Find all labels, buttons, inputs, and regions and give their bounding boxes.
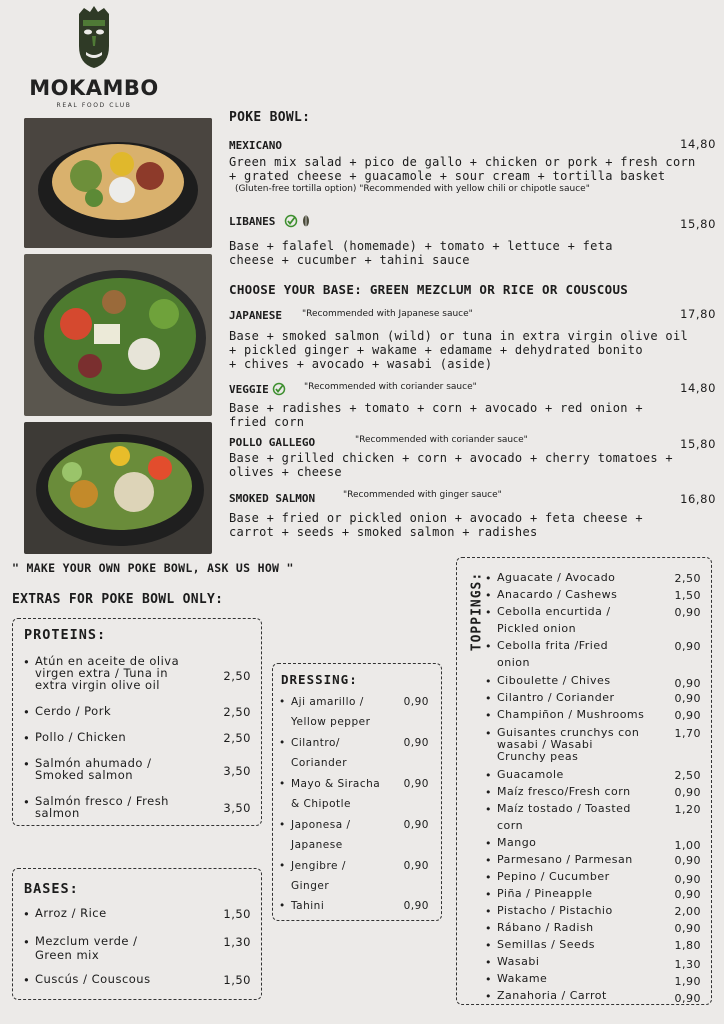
mexicano-note: (Gluten-free tortilla option) "Recommended with yellow chili or chipotle sauce" <box>235 184 590 194</box>
mexicano-photo <box>24 118 212 248</box>
libanes-price: 15,80 <box>680 217 716 231</box>
mexicano-price: 14,80 <box>680 137 716 151</box>
japanese-desc-1: Base + smoked salmon (wild) or tuna in extra virgin olive oil <box>229 329 689 343</box>
veggie-rec: "Recommended with coriander sauce" <box>304 382 477 392</box>
salmon-name: SMOKED SALMON <box>229 492 316 505</box>
libanes-photo <box>24 254 212 416</box>
brand-tagline: REAL FOOD CLUB <box>56 102 132 109</box>
toppings-box: TOPPINGS: • Aguacate / Avocado 2,50 • Anacardo / Cashews 1,50 • Cebolla encurtida / Pickled onion 0,90 • Cebolla frita /Fried onion 0,90 • Ciboulette / Chives 0,90 • Cilantro / Coriander 0,90 • Champiñon / Mushrooms 0,90 • Guisantes crunchys con wasabi / Wasabi Crunchy peas 1,70 • Guacamole 2,50 • Maíz fresco/Fresh corn 0,90 • Maíz tostado / Toasted corn 1,20 • Mango 1,00 • Parmesano / Parmesan 0,90 • Pepino / Cucumber 0,90 • Piña / Pineapple 0,90 • Pistacho / Pistachio 2,00 • Rábano / Radish 0,90 • Semillas / Seeds 1,80 • Wasabi 1,30 • Wakame 1,90 • Zanahoria / Carrot 0,90 <box>456 557 712 1005</box>
salmon-rec: "Recommended with ginger sauce" <box>343 490 502 500</box>
salmon-desc-2: carrot + seeds + smoked salmon + radishes <box>229 525 538 539</box>
japanese-name: JAPANESE <box>229 309 282 322</box>
proteins-title: PROTEINS: <box>24 627 107 643</box>
choose-base-title: CHOOSE YOUR BASE: GREEN MEZCLUM OR RICE OR COUSCOUS <box>229 282 629 297</box>
salmon-desc-1: Base + fried or pickled onion + avocado + feta cheese + <box>229 511 643 525</box>
japanese-price: 17,80 <box>680 307 716 321</box>
dressing-title: DRESSING: <box>281 672 358 687</box>
libanes-name: LIBANES <box>229 215 276 228</box>
pollo-rec: "Recommended with coriander sauce" <box>355 435 528 445</box>
brand-logo <box>28 6 160 114</box>
pollo-desc-1: Base + grilled chicken + corn + avocado + cherry tomatoes + <box>229 451 673 465</box>
bases-box: BASES: • Arroz / Rice 1,50 • Mezclum verde / Green mix 1,30 • Cuscús / Couscous 1,50 <box>12 868 262 1000</box>
mexicano-desc-2: + grated cheese + guacamole + sour cream + tortilla basket <box>229 169 666 183</box>
veggie-photo <box>24 422 212 554</box>
veggie-desc-1: Base + radishes + tomato + corn + avocado + red onion + <box>229 401 643 415</box>
libanes-desc-2: cheese + cucumber + tahini sauce <box>229 253 470 267</box>
poke-bowl-title: POKE BOWL: <box>229 110 311 125</box>
mexicano-desc-1: Green mix salad + pico de gallo + chicken or pork + fresh corn <box>229 155 696 169</box>
japanese-desc-2: + pickled ginger + wakame + edamame + dehydrated bonito <box>229 343 643 357</box>
dressing-box: DRESSING: • Aji amarillo / Yellow pepper 0,90 • Cilantro/ Coriander 0,90 • Mayo & Siracha & Chipotle 0,90 • Japonesa / Japanese 0,90 • Jengibre / Ginger 0,90 • Tahini 0,90 <box>272 663 442 921</box>
japanese-desc-3: + chives + avocado + wasabi (aside) <box>229 357 493 371</box>
vegetarian-leaf-icon <box>272 382 286 396</box>
mexicano-name: MEXICANO <box>229 139 282 152</box>
veggie-price: 14,80 <box>680 381 716 395</box>
brand-name: MOKAMBO <box>29 76 159 100</box>
veggie-desc-2: fried corn <box>229 415 305 429</box>
libanes-desc-1: Base + falafel (homemade) + tomato + lettuce + feta <box>229 239 613 253</box>
wheat-icon <box>301 214 311 228</box>
make-your-own-note: " MAKE YOUR OWN POKE BOWL, ASK US HOW " <box>12 561 294 575</box>
veggie-name: VEGGIE <box>229 383 269 396</box>
proteins-box: PROTEINS: • Atún en aceite de oliva virgen extra / Tuna in extra virgin olive oil 2,50 • Cerdo / Pork 2,50 • Pollo / Chicken 2,50 • Salmón ahumado / Smoked salmon 3,50 • Salmón fresco / Fresh salmon 3,50 <box>12 618 262 826</box>
pollo-price: 15,80 <box>680 437 716 451</box>
bases-title: BASES: <box>24 881 79 897</box>
toppings-title: TOPPINGS: <box>469 571 485 652</box>
salmon-price: 16,80 <box>680 492 716 506</box>
pollo-desc-2: olives + cheese <box>229 465 342 479</box>
extras-title: EXTRAS FOR POKE BOWL ONLY: <box>12 592 224 607</box>
vegetarian-leaf-icon <box>284 214 298 228</box>
mask-icon <box>76 6 112 68</box>
pollo-name: POLLO GALLEGO <box>229 436 316 449</box>
japanese-rec: "Recommended with Japanese sauce" <box>302 309 473 319</box>
